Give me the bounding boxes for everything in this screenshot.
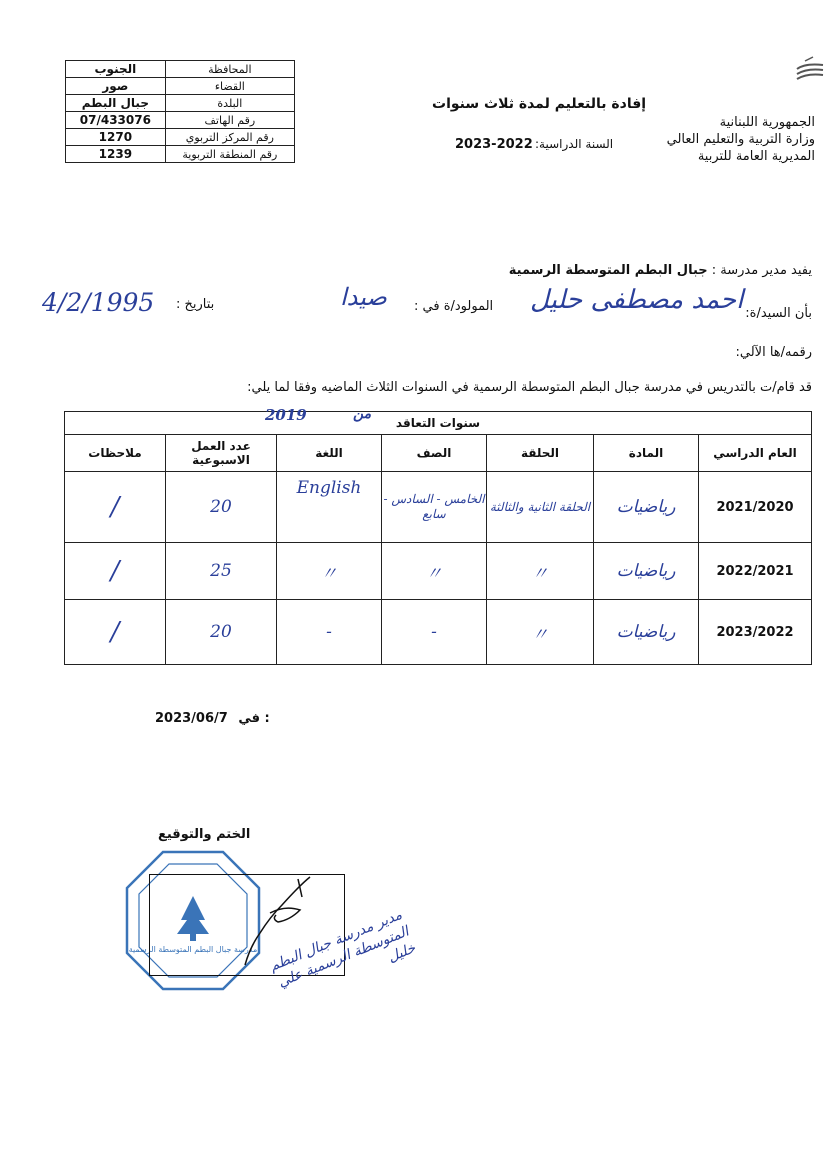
contract-years-label: سنوات التعاقد [395,416,481,430]
info-label: القضاء [165,78,294,95]
col-header-grade: الصف [382,435,487,472]
cell-cycle [487,472,594,543]
hours-handwritten: 20 [210,622,232,642]
academic-year-label: السنة الدراسية: [535,137,614,151]
col-header-language: اللغة [277,435,382,472]
director-line [509,263,812,278]
col-header-cycle: الحلقة [487,435,594,472]
issue-date-line [155,711,270,726]
language-handwritten: - [326,622,332,642]
date-label: بتاريخ : [176,297,215,312]
table-row [65,600,812,665]
school-name: جبال البطم المتوسطة الرسمية [508,263,708,278]
number-label: رقمه/ها الآلي: [735,345,812,360]
cell-year: 2022/2021 [699,543,812,600]
cell-hours [166,600,277,665]
subject-handwritten: رياضيات [616,622,676,642]
born-label: المولود/ة في : [414,299,494,314]
birth-date-handwritten: 4/2/1995 [42,288,155,317]
cell-subject [594,472,699,543]
cell-language [277,472,382,543]
cell-hours [166,472,277,543]
grade-handwritten: - [431,622,437,642]
info-row [66,95,295,112]
issue-date-label: في : [238,711,270,726]
info-value: 1270 [66,129,166,146]
mr-label: بأن السيد/ة: [745,306,812,321]
cell-grade [382,472,487,543]
col-header-subject: المادة [594,435,699,472]
cell-year: 2021/2020 [699,472,812,543]
stamp-signature-label: الختم والتوقيع [158,827,251,842]
document-title: إفادة بالتعليم لمدة ثلاث سنوات [432,96,647,112]
cycle-handwritten: 〃 [531,563,549,584]
cycle-handwritten: 〃 [531,624,549,645]
info-value: 07/433076 [66,112,166,129]
notes-handwritten: / [110,556,120,586]
contract-min-handwritten: من [353,406,372,422]
info-row [66,78,295,95]
info-value: الجنوب [66,61,166,78]
cell-language [277,543,382,600]
cell-notes [65,600,166,665]
grade-handwritten: 〃 [425,563,443,584]
ministry-name: وزارة التربية والتعليم العالي [666,132,815,147]
teaching-table [64,406,812,665]
col-header-hours: عدد العمل الاسبوعية [166,435,277,472]
info-label: رقم المركز التربوي [165,129,294,146]
header-row [65,435,812,472]
academic-year-value: 2023-2022 [455,137,533,152]
info-row [66,112,295,129]
cell-notes [65,543,166,600]
info-value: صور [66,78,166,95]
info-label: البلدة [165,95,294,112]
statement-text: قد قام/ت بالتدريس في مدرسة جبال البطم المتوسطة الرسمية في السنوات الثلاث الماضيه وفقا لما يلي: [247,380,812,395]
republic-name: الجمهورية اللبنانية [719,115,815,130]
cell-cycle [487,600,594,665]
info-value: جبال البطم [66,95,166,112]
contract-years-cell [65,406,812,435]
cell-grade [382,543,487,600]
language-handwritten: English [296,478,362,498]
info-label: رقم الهاتف [165,112,294,129]
contract-year-handwritten: 2019 [265,406,307,424]
cell-cycle [487,543,594,600]
school-info-table [65,60,295,163]
director-label: يفيد مدير مدرسة : [711,263,812,278]
info-row [66,146,295,163]
subject-handwritten: رياضيات [616,561,676,581]
hours-handwritten: 25 [210,561,232,581]
person-name-handwritten: احمد مصطفى حليل [530,285,744,315]
col-header-year: العام الدراسي [699,435,812,472]
issue-date-value: 2023/06/7 [155,711,228,726]
notes-handwritten: / [110,617,120,647]
cell-notes [65,472,166,543]
cell-grade [382,600,487,665]
cell-subject [594,543,699,600]
table-row [65,543,812,600]
contract-years-row [65,412,812,435]
info-row [66,129,295,146]
grade-handwritten: الخامس - السادس - سابع [383,492,485,521]
hours-handwritten: 20 [210,497,232,517]
notes-handwritten: / [110,492,120,522]
info-label: رقم المنطقة التربوية [165,146,294,163]
info-value: 1239 [66,146,166,163]
subject-handwritten: رياضيات [616,497,676,517]
info-row [66,61,295,78]
ministry-header [667,114,815,165]
cell-subject [594,600,699,665]
info-label: المحافظة [165,61,294,78]
ministry-logo-icon [795,55,825,89]
language-handwritten: 〃 [320,563,338,584]
signature-text: مدير مدرسة جبال البطم المتوسطة الرسمية علي خليل [267,906,418,991]
cell-hours [166,543,277,600]
col-header-notes: ملاحظات [65,435,166,472]
stamp-text: مدرسة جبال البطم المتوسطة الرسمية [128,945,258,954]
cell-language [277,600,382,665]
birthplace-handwritten: صيدا [340,283,387,311]
cell-year: 2023/2022 [699,600,812,665]
cycle-handwritten: الحلقة الثانية والثالثة [489,499,591,514]
table-row [65,472,812,543]
directorate-name: المديرية العامة للتربية [697,149,815,164]
